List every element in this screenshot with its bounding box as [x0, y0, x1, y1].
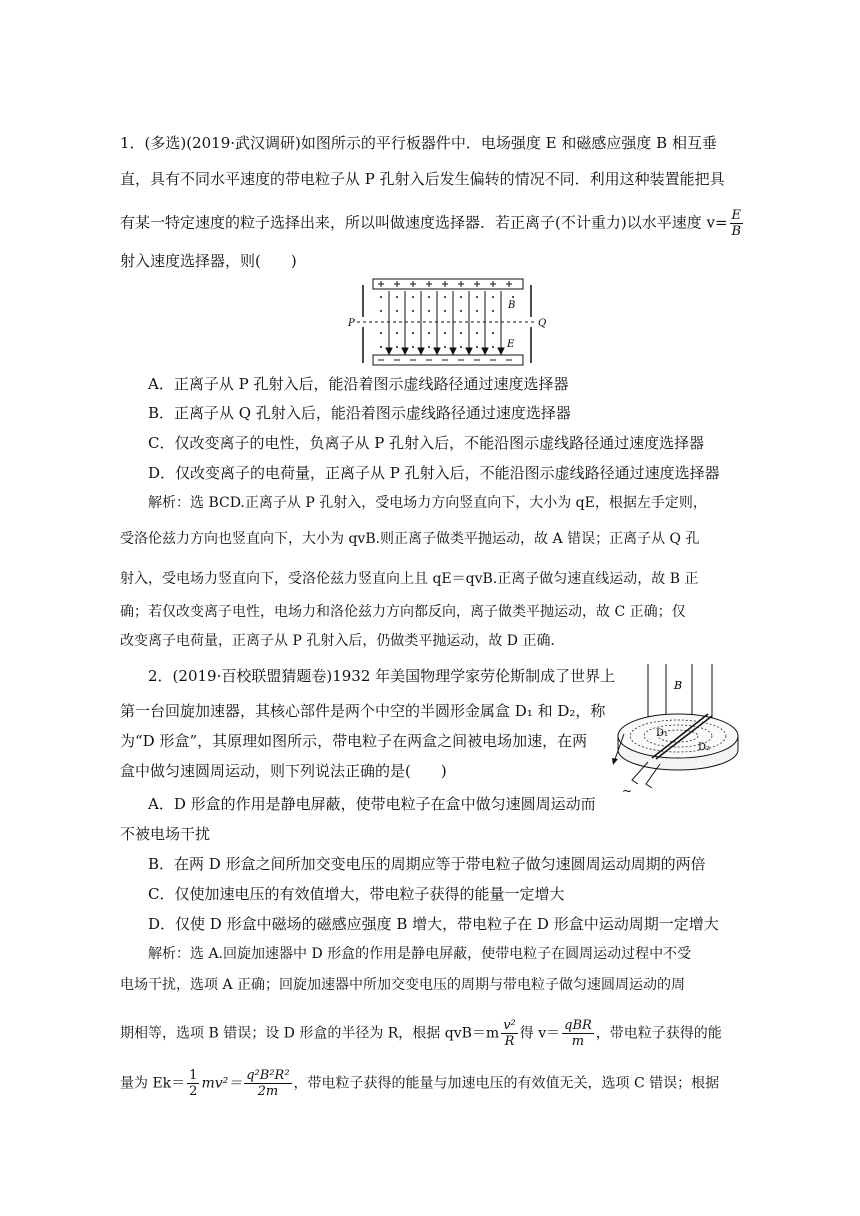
- q2-solution-4-text-c: ，带电粒子获得的能量与加速电压的有效值无关，选项 C 错误；根据: [293, 1075, 720, 1092]
- fraction-numerator: qBR: [564, 1018, 592, 1033]
- q1-solution-3: 射入，受电场力竖直向下，受洛伦兹力竖直向上且 qE＝qvB.正离子做匀速直线运动，故 B 正: [120, 571, 699, 587]
- q2-solution-4-text-a: 量为 Ek＝: [120, 1075, 186, 1092]
- fraction-denominator: R: [504, 1034, 515, 1049]
- velocity-selector-figure: [345, 275, 550, 370]
- q2-line-3: 为“D 形盒”，其原理如图所示，带电粒子在两盒之间被电场加速，在两: [120, 732, 588, 750]
- q1-line-3-text: 有某一特定速度的粒子选择出来，所以叫做速度选择器．若正离子(不计重力)以水平速度 v=: [120, 213, 728, 232]
- q2-line-1: 2．(2019·百校联盟猜题卷)1932 年美国物理学家劳伦斯制成了世界上: [148, 667, 616, 685]
- q1-option-d: D．仅改变离子的电荷量，正离子从 P 孔射入后，不能沿图示虚线路径通过速度选择器: [148, 464, 720, 482]
- fraction-one-half: [187, 1068, 199, 1099]
- ac-source-symbol: ~: [622, 784, 633, 798]
- fraction-denominator: B: [731, 224, 742, 239]
- q2-solution-3: [120, 1018, 722, 1049]
- q2-solution-4: [120, 1068, 719, 1099]
- q1-option-a: A．正离子从 P 孔射入后，能沿着图示虚线路径通过速度选择器: [148, 375, 569, 393]
- label-p: P: [348, 318, 355, 329]
- fraction-qbr-over-m: [562, 1018, 594, 1049]
- label-q: Q: [538, 318, 547, 329]
- fraction-v2-over-r: [501, 1018, 518, 1049]
- q2-option-b: B．在两 D 形盒之间所加交变电压的周期应等于带电粒子做匀速圆周运动周期的两倍: [148, 855, 706, 873]
- q2-solution-3-text-c: ，带电粒子获得的能: [595, 1025, 722, 1042]
- label-b: B: [508, 300, 516, 311]
- disc-top: [618, 714, 738, 758]
- q1-line-3: [120, 208, 745, 239]
- label-d1: D₁: [656, 728, 669, 739]
- fraction-numerator: q²B²R²: [246, 1068, 290, 1083]
- q1-option-c: C．仅改变离子的电性，负离子从 P 孔射入后，不能沿图示虚线路径通过速度选择器: [148, 434, 705, 452]
- q1-solution-4: 确；若仅改变离子电性，电场力和洛伦兹力方向都反向，离子做类平抛运动，故 C 正确；仅: [120, 604, 686, 620]
- plus-signs: [378, 281, 512, 287]
- label-e: E: [507, 339, 515, 350]
- q2-solution-3-text-a: 期相等，选项 B 错误；设 D 形盒的半径为 R，根据 qvB＝m: [120, 1025, 500, 1042]
- q1-fraction-e-over-b: [730, 208, 744, 239]
- q1-solution-2: 受洛伦兹力方向也竖直向下，大小为 qvB.则正离子做类平抛运动，故 A 错误；正离子从 Q 孔: [120, 531, 700, 547]
- q1-line-1: 1．(多选)(2019·武汉调研)如图所示的平行板器件中．电场强度 E 和磁感应强度 B 相互垂: [120, 134, 717, 152]
- q2-option-c: C．仅使加速电压的有效值增大，带电粒子获得的能量一定增大: [148, 885, 565, 903]
- fraction-numerator: E: [731, 208, 742, 223]
- q2-line-4: 盒中做匀速圆周运动，则下列说法正确的是( ): [120, 762, 447, 780]
- label-b-field: B: [674, 679, 683, 692]
- fraction-denominator: 2m: [257, 1084, 279, 1099]
- q1-solution-5: 改变离子电荷量，正离子从 P 孔射入后，仍做类平抛运动，故 D 正确．: [120, 633, 565, 649]
- q2-line-2: 第一台回旋加速器，其核心部件是两个中空的半圆形金属盒 D₁ 和 D₂，称: [120, 702, 606, 720]
- q2-option-d: D．仅使 D 形盒中磁场的磁感应强度 B 增大，带电粒子在 D 形盒中运动周期一定增大: [148, 915, 719, 933]
- fraction-denominator: 2: [189, 1084, 198, 1099]
- q2-solution-4-text-b: mv²＝: [201, 1075, 243, 1092]
- fraction-numerator: v²: [503, 1018, 516, 1033]
- q1-option-b: B．正离子从 Q 孔射入后，能沿着图示虚线路径通过速度选择器: [148, 404, 571, 422]
- field-lines: [386, 291, 504, 354]
- fraction-denominator: m: [571, 1034, 585, 1049]
- fraction-numerator: 1: [189, 1068, 198, 1083]
- q2-option-a-cont: 不被电场干扰: [120, 825, 211, 843]
- fraction-energy: [244, 1068, 291, 1099]
- q2-solution-3-text-b: 得 v＝: [519, 1025, 561, 1042]
- cyclotron-figure: [612, 662, 744, 798]
- q1-line-4: 射入速度选择器，则( ): [120, 252, 297, 270]
- q2-solution-2: 电场干扰，选项 A 正确；回旋加速器中所加交变电压的周期与带电粒子做匀速圆周运动的周: [120, 977, 686, 993]
- q2-option-a: A．D 形盒的作用是静电屏蔽，使带电粒子在盒中做匀速圆周运动而: [148, 795, 596, 813]
- label-d2: D₂: [698, 742, 711, 753]
- q2-solution-1: 解析：选 A.回旋加速器中 D 形盒的作用是静电屏蔽，使带电粒子在圆周运动过程中不受: [148, 946, 692, 962]
- q1-line-2: 直，具有不同水平速度的带电粒子从 P 孔射入后发生偏转的情况不同．利用这种装置能把具: [120, 170, 725, 188]
- q1-solution-1: 解析：选 BCD.正离子从 P 孔射入，受电场力方向竖直向下，大小为 qE，根据左手定则，: [148, 495, 707, 511]
